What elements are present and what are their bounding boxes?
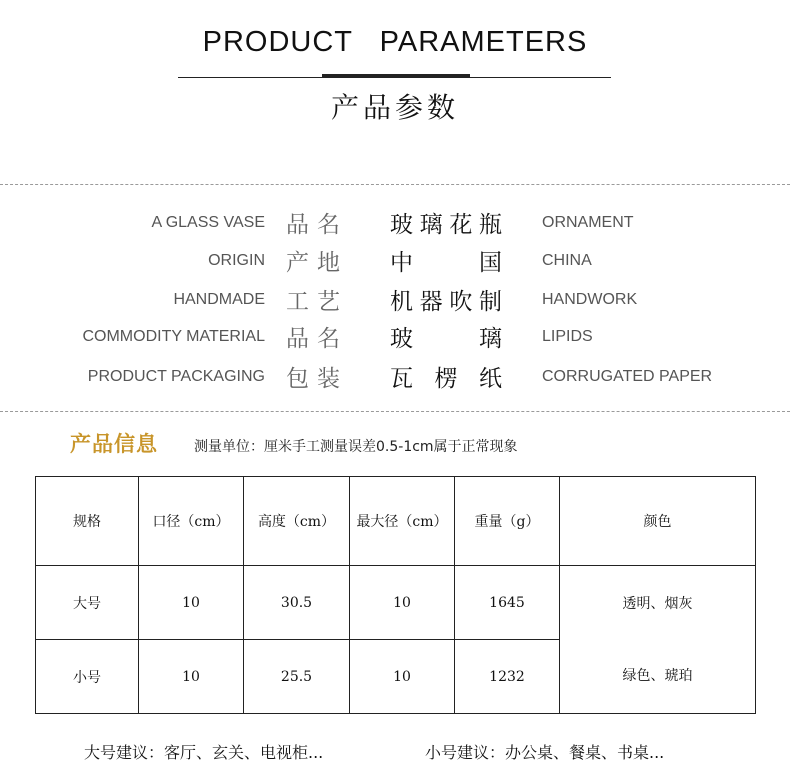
spec-table: [35, 476, 756, 714]
dashed-divider-top: [0, 184, 790, 185]
dashed-divider-bottom: [0, 411, 790, 412]
param-label-cn: 工艺: [286, 289, 348, 315]
table-cell: 10: [350, 640, 455, 714]
param-label-cn: 品名: [286, 326, 348, 352]
title-divider-accent: [322, 74, 470, 77]
param-row-material: [0, 320, 790, 354]
param-value-en: HANDWORK: [542, 291, 638, 308]
table-cell: 1645: [455, 566, 560, 640]
table-row: [36, 566, 756, 640]
param-row-craft: [0, 283, 790, 317]
param-label-en: HANDMADE: [173, 291, 265, 308]
param-label-cn: 包装: [286, 366, 348, 392]
table-header-cell: 最大径（cm）: [350, 477, 455, 566]
table-cell: 10: [139, 566, 244, 640]
param-value-en: ORNAMENT: [542, 214, 634, 231]
table-cell: 25.5: [244, 640, 350, 714]
measurement-note: 测量单位：厘米手工测量误差0.5-1cm属于正常现象: [194, 439, 518, 455]
table-header-cell: 高度（cm）: [244, 477, 350, 566]
param-value-en: CORRUGATED PAPER: [542, 368, 713, 385]
param-label-en: PRODUCT PACKAGING: [87, 368, 265, 385]
table-cell: 小号: [36, 640, 139, 714]
table-cell: 1232: [455, 640, 560, 714]
param-value: 机器吹制: [390, 289, 502, 315]
table-header-row: [36, 477, 756, 566]
table-cell: 10: [350, 566, 455, 640]
page-title-cn: 产品参数: [330, 91, 459, 124]
param-label-en: ORIGIN: [208, 252, 265, 269]
param-label-cn: 品名: [286, 212, 348, 238]
param-value-en: CHINA: [542, 252, 592, 269]
param-value: 中国: [390, 250, 502, 276]
table-cell: 10: [139, 640, 244, 714]
table-header-cell: 重量（g）: [455, 477, 560, 566]
param-row-name: [0, 206, 790, 240]
param-value: 玻璃: [390, 326, 502, 352]
large-size-suggestion: 大号建议：客厅、玄关、电视柜...: [84, 743, 324, 762]
title-divider: [178, 77, 611, 78]
product-info-title: 产品信息: [70, 432, 158, 456]
table-cell: 30.5: [244, 566, 350, 640]
param-label-en: A GLASS VASE: [151, 214, 265, 231]
param-label-cn: 产地: [286, 250, 348, 276]
param-value: 瓦楞纸: [390, 366, 502, 392]
table-header-cell: 规格: [36, 477, 139, 566]
param-row-packaging: [0, 360, 790, 394]
param-value: 玻璃花瓶: [390, 212, 502, 238]
small-size-suggestion: 小号建议：办公桌、餐桌、书桌...: [425, 743, 665, 762]
table-cell: 大号: [36, 566, 139, 640]
color-cell: [560, 566, 756, 714]
param-label-en: COMMODITY MATERIAL: [82, 328, 265, 345]
color-option: 透明、烟灰: [622, 595, 693, 612]
page-title-en: PRODUCT PARAMETERS: [202, 26, 588, 58]
param-row-origin: [0, 244, 790, 278]
table-header-cell: 颜色: [560, 477, 756, 566]
table-header-cell: 口径（cm）: [139, 477, 244, 566]
param-value-en: LIPIDS: [542, 328, 593, 345]
color-option: 绿色、琥珀: [622, 667, 693, 684]
